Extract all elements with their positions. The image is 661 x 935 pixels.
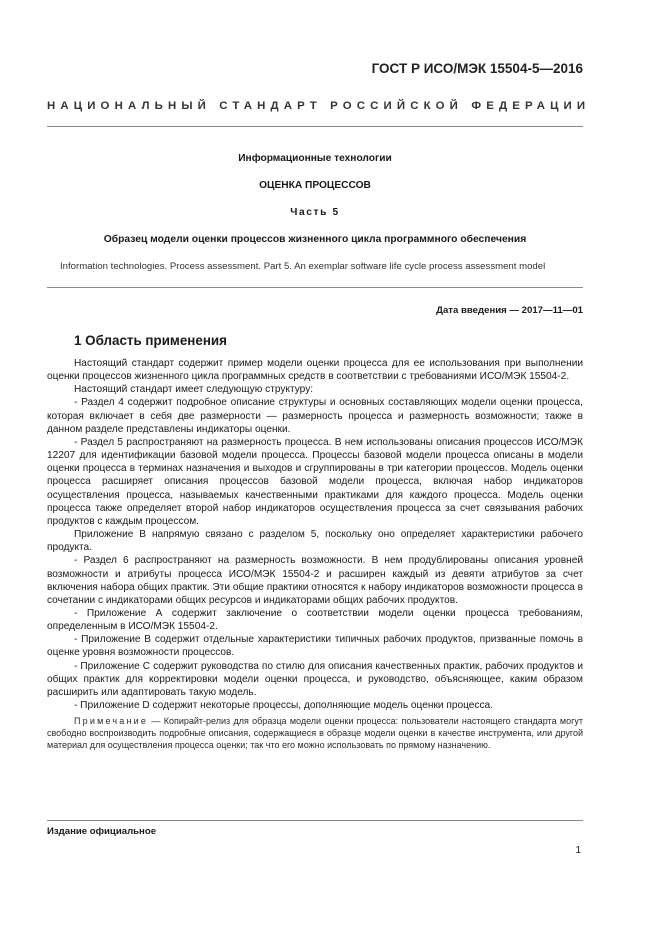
edition-label: Издание официальное [47,826,157,837]
paragraph: - Раздел 5 распространяют на размерность процесса. В нем использованы описания процессов ИСО/МЭК 12207 для идентификации базовой модели процесса. Процессы базовой модели процесса описаны в модели оценки процесса в терминах назначения и выходов и сгруппированы в три категории процессов. Модель оценки процесса расширяет описания процессов базовой модели процесса, включая набор индикаторов осуществления процесса, называемых качественными практиками для каждого процесса. Модель оценки процесса также определяет второй набор индикаторов осуществления процесса за счет связывания рабочих продуктов с каждым процессом. [47,436,583,527]
title-main: Образец модели оценки процессов жизненного цикла программного обеспечения [103,234,527,245]
paragraph: - Приложение D содержит некоторые процессы, дополняющие модель оценки процесса. [74,700,493,712]
title-line-1: Информационные технологии [238,153,392,164]
gost-number: ГОСТ Р ИСО/МЭК 15504-5—2016 [371,61,583,76]
date-introduced: Дата введения — 2017—11—01 [436,305,583,316]
note-label: Примечание [74,716,149,727]
paragraph: - Раздел 4 содержит подробное описание структуры и основных составляющих модели оценки процесса, которая включает в себя две размерности — размерность процесса и размерность возможности; также в данном разделе представлены индикаторы оценки. [47,397,583,435]
national-standard-banner: НАЦИОНАЛЬНЫЙ СТАНДАРТ РОССИЙСКОЙ ФЕДЕРАЦИИ [47,100,591,112]
paragraph: - Приложение С содержит руководства по стилю для описания качественных практик, рабочих продуктов и общих практик для корректировки модели оценки процесса, и руководство, объясняющее, каким образом расширить или адаптировать такую модель. [47,660,583,698]
note [47,715,583,751]
section-body [47,357,583,751]
paragraph: - Раздел 6 распространяют на размерность возможности. В нем продублированы описания уровней возможности и атрибуты процесса ИСО/МЭК 15504-2 и расширен каждый из девяти атрибутов за счет включения набора общих практик. Эти общие практики относятся к набору индикаторов возможности процесса в сочетании с индикаторами общих ресурсов и индикаторами общих рабочих продуктов. [47,555,583,606]
title-divider [47,287,583,288]
title-part: Часть 5 [290,207,340,218]
title-line-2: ОЦЕНКА ПРОЦЕССОВ [259,180,371,191]
paragraph: - Приложение В содержит отдельные характеристики типичных рабочих продуктов, призванные помочь в оценке уровня возможности процессов. [47,634,583,659]
section-heading: 1 Область применения [74,333,227,348]
paragraph: Настоящий стандарт имеет следующую структуру: [74,384,314,396]
english-title: Information technologies. Process assessment. Part 5. An exemplar software life cycle process assessment model [60,261,546,272]
footer-divider [47,820,583,821]
paragraph: Настоящий стандарт содержит пример модели оценки процесса для ее использования при выполнении оценки процессов жизненного цикла программных средств в соответствии с требованиями ИСО/МЭК 15504-2. [47,358,583,383]
paragraph: - Приложение А содержит заключение о соответствии модели оценки процесса требованиям, определенным в ИСО/МЭК 15504-2. [47,607,583,633]
note-text: — Копирайт-релиз для образца модели оценки процесса: пользователи настоящего стандарта могут свободно воспроизводить подробные описания, содержащиеся в образце модели оценки в качестве инструмента, или другой материал для осуществления процесса оценки; так что его можно использовать по прямому назначению. [47,716,583,751]
header-divider [47,126,583,127]
paragraph: Приложение В напрямую связано с разделом 5, поскольку оно определяет характеристики рабочего продукта. [47,529,583,554]
page-number: 1 [575,845,581,856]
